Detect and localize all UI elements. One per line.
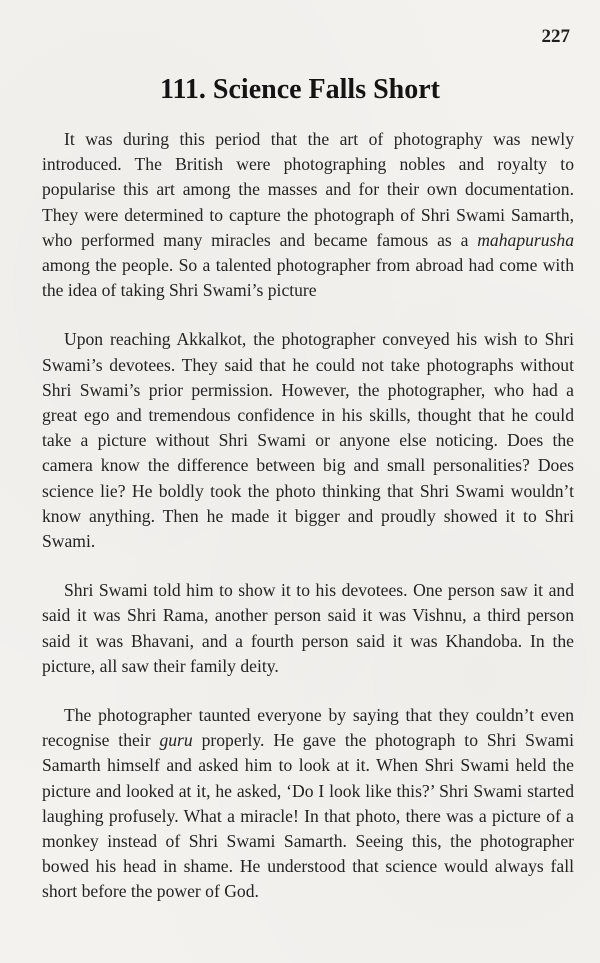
paragraph-4: [42, 703, 574, 905]
italic-term-mahapurusha: mahapurusha: [477, 229, 574, 250]
chapter-title: 111. Science Falls Short: [160, 74, 440, 105]
paragraph-2-text: Upon reaching Akkalkot, the photographer conveyed his wish to Shri Swami’s devotees. They said that he could not take photographs without Shri Swami’s prior permission. However, the photographer, who had a great ego and tremendous confidence in his skills, thought that he could take a picture without Shri Swami or anyone else noticing. Does the camera know the difference between big and small personalities? Does science lie? He boldly took the photo thinking that Shri Swami wouldn’t know anything. Then he made it bigger and proudly showed it to Shri Swami.: [42, 329, 574, 552]
body-text: [42, 127, 574, 905]
paragraph-4-text-b: properly. He gave the photograph to Shri Swami Samarth himself and asked him to look at it. When Shri Swami held the picture and looked at it, he asked, ‘Do I look like this?’ Shri Swami started laughing profusely. What a miracle! In that photo, there was a picture of a monkey instead of Shri Swami Samarth. Seeing this, the photographer bowed his head in shame. He understood that science would always fall short before the power of God.: [42, 730, 574, 902]
paragraph-1: [42, 127, 574, 303]
page-number: 227: [541, 26, 570, 47]
paragraph-3: [42, 578, 574, 679]
italic-term-guru: guru: [159, 730, 193, 751]
paragraph-1-text-b: among the people. So a talented photographer from abroad had come with the idea of taking Shri Swami’s picture: [42, 255, 574, 301]
paragraph-2: [42, 327, 574, 554]
paragraph-4-text-a: The photographer taunted everyone by saying that they couldn’t even recognise their: [42, 705, 574, 751]
paragraph-3-text: Shri Swami told him to show it to his devotees. One person saw it and said it was Shri Rama, another person said it was Vishnu, a third person said it was Bhavani, and a fourth person said it was Khandoba. In the picture, all saw their family deity.: [42, 580, 574, 676]
paragraph-1-text-a: It was during this period that the art of photography was newly introduced. The British were photographing nobles and royalty to popularise this art among the masses and for their own documentation. They were determined to capture the photograph of Shri Swami Samarth, who performed many miracles and became famous as a: [42, 129, 574, 250]
